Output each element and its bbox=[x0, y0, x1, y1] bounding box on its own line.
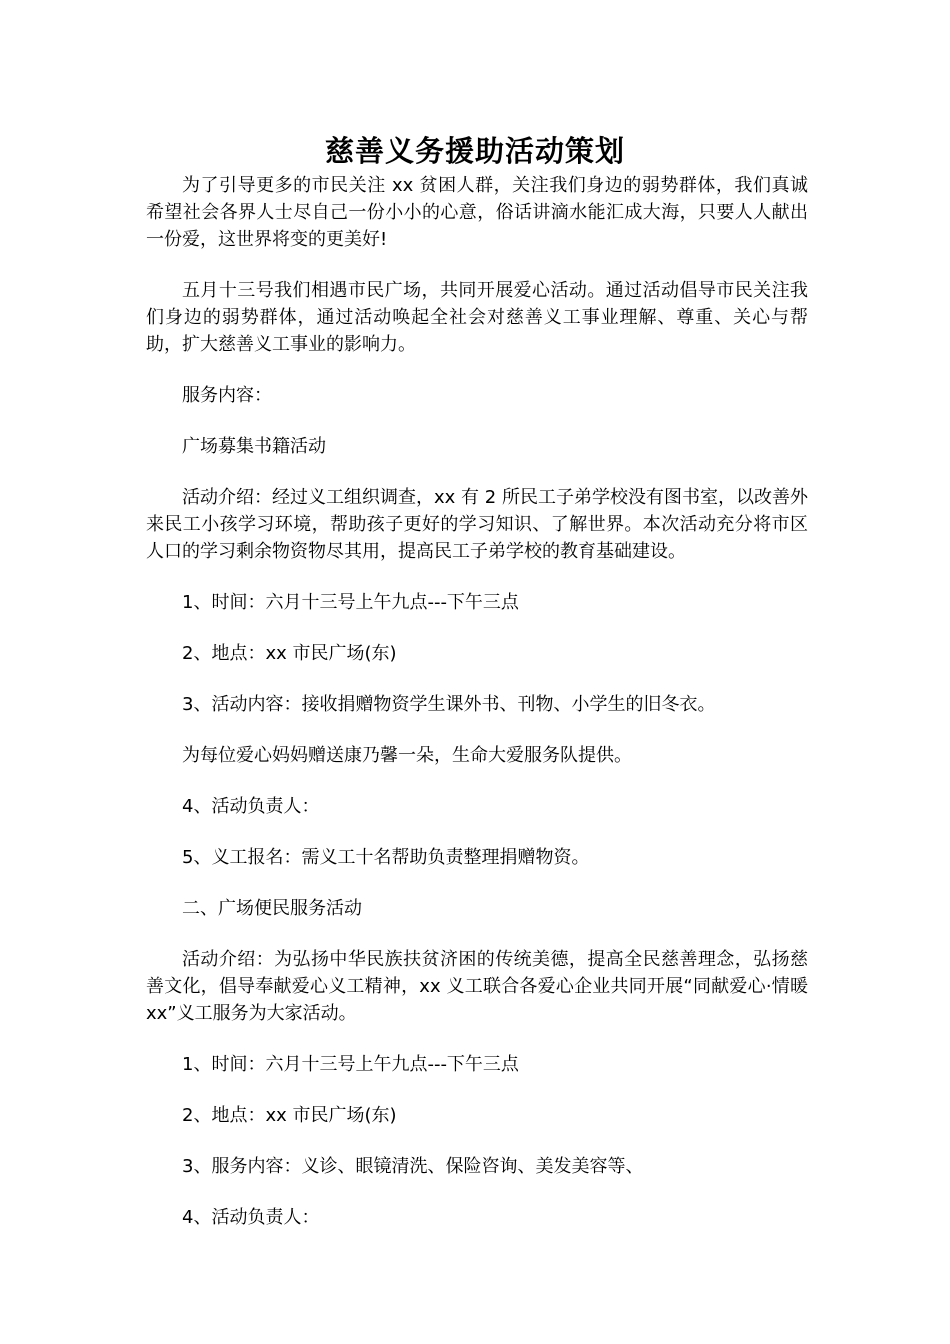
document-title: 慈善义务援助活动策划 bbox=[324, 134, 625, 168]
paragraph-books-time: 1、时间：六月十三号上午九点---下午三点 bbox=[182, 592, 519, 613]
paragraph-books-leader: 4、活动负责人： bbox=[182, 796, 320, 817]
paragraph-books-gift: 为每位爱心妈妈赠送康乃馨一朵，生命大爱服务队提供。 bbox=[182, 745, 632, 766]
paragraph-books-intro: 活动介绍：经过义工组织调查，xx 有 2 所民工子弟学校没有图书室，以改善外来民工小孩学习环境，帮助孩子更好的学习知识、了解世界。本次活动充分将市区人口的学习剩余物资物尽其用，提高民工子弟学校的教育基础建设。 bbox=[146, 487, 808, 562]
paragraph-books-volunteers: 5、义工报名：需义工十名帮助负责整理捐赠物资。 bbox=[182, 847, 590, 868]
paragraph-service-intro: 活动介绍：为弘扬中华民族扶贫济困的传统美德，提高全民慈善理念，弘扬慈善文化，倡导奉献爱心义工精神，xx 义工联合各爱心企业共同开展“同献爱心·情暖 xx”义工服务为大家活动。 bbox=[146, 949, 808, 1024]
paragraph-books-content: 3、活动内容：接收捐赠物资学生课外书、刊物、小学生的旧冬衣。 bbox=[182, 694, 716, 715]
paragraph-section-service: 二、广场便民服务活动 bbox=[182, 898, 362, 919]
paragraph-intro: 为了引导更多的市民关注 xx 贫困人群，关注我们身边的弱势群体，我们真诚希望社会各界人士尽自己一份小小的心意，俗话讲滴水能汇成大海，只要人人献出一份爱，这世界将变的更美好! bbox=[146, 175, 808, 250]
paragraph-service-heading: 服务内容： bbox=[182, 385, 272, 406]
paragraph-section-books: 广场募集书籍活动 bbox=[182, 436, 326, 457]
paragraph-service-content: 3、服务内容：义诊、眼镜清洗、保险咨询、美发美容等、 bbox=[182, 1156, 644, 1177]
paragraph-service-time: 1、时间：六月十三号上午九点---下午三点 bbox=[182, 1054, 519, 1075]
paragraph-service-location: 2、地点：xx 市民广场(东) bbox=[182, 1105, 397, 1126]
paragraph-purpose: 五月十三号我们相遇市民广场，共同开展爱心活动。通过活动倡导市民关注我们身边的弱势群体，通过活动唤起全社会对慈善义工事业理解、尊重、关心与帮助，扩大慈善义工事业的影响力。 bbox=[146, 280, 808, 355]
document-body bbox=[146, 172, 808, 1231]
paragraph-service-leader: 4、活动负责人： bbox=[182, 1207, 320, 1228]
paragraph-books-location: 2、地点：xx 市民广场(东) bbox=[182, 643, 397, 664]
